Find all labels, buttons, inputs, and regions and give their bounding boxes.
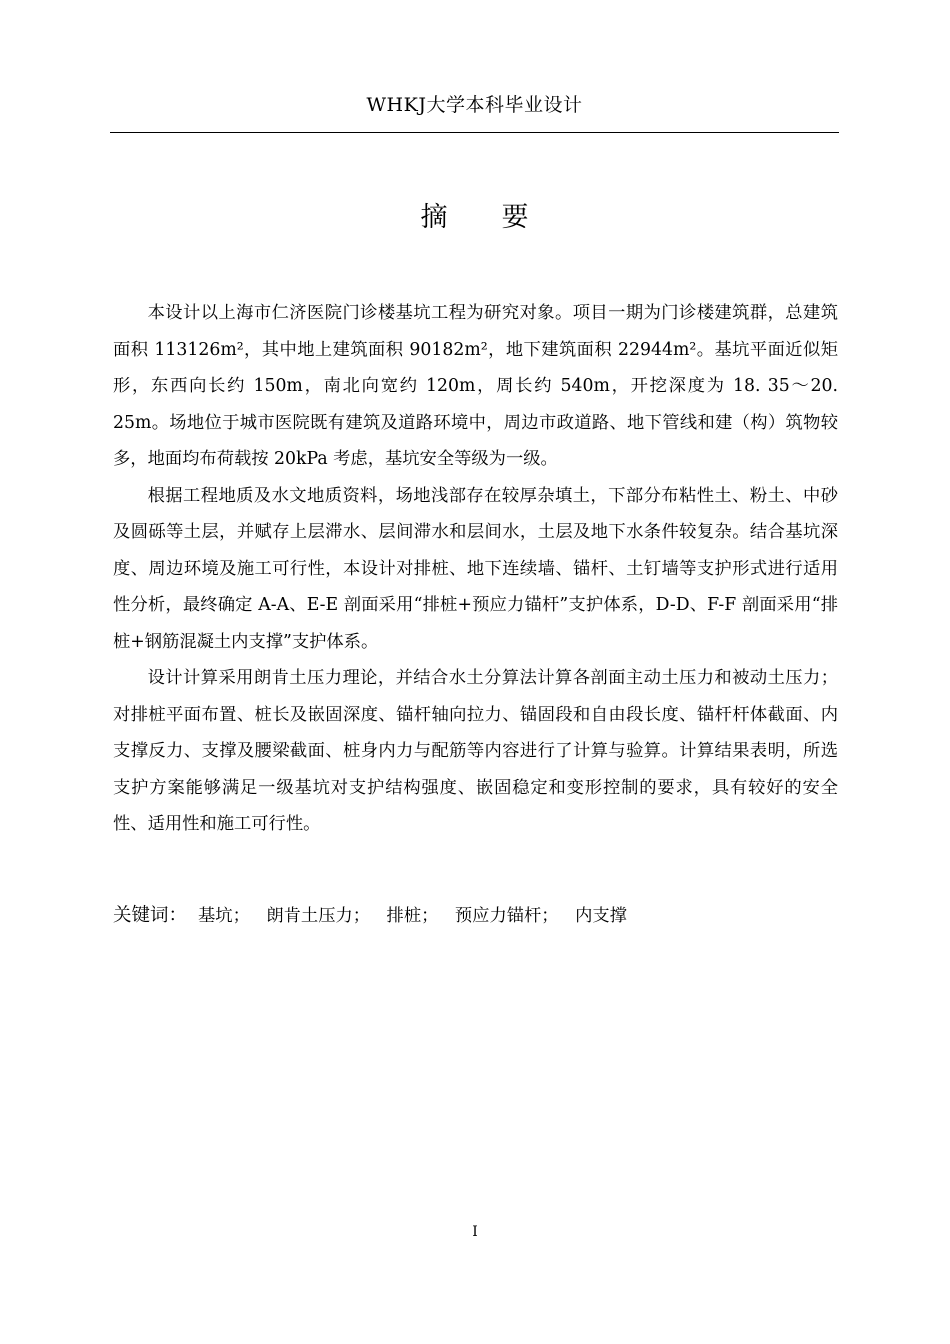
- abstract-body: [113, 295, 838, 843]
- keywords-label: 关键词：: [113, 905, 188, 926]
- header-divider: [110, 132, 839, 133]
- keyword-item: 内支撑: [575, 906, 627, 926]
- page-number: I: [472, 1224, 478, 1240]
- header-title: WHKJ大学本科毕业设计: [366, 94, 583, 116]
- abstract-title: [110, 198, 839, 238]
- keyword-item: 排桩；: [386, 906, 439, 926]
- keyword-item: 朗肯土压力；: [266, 906, 371, 926]
- keyword-item: 基坑；: [198, 906, 250, 926]
- abstract-paragraph-2: 根据工程地质及水文地质资料，场地浅部存在较厚杂填土，下部分布粘性土、粉土、中砂及圆砾等土层，并赋存上层滞水、层间滞水和层间水，土层及地下水条件较复杂。结合基坑深度、周边环境及施工可行性，本设计对排桩、地下连续墙、锚杆、土钉墙等支护形式进行适用性分析，最终确定 A-A、E-E 剖面采用“排桩+预应力锚杆”支护体系，D-D、F-F 剖面采用“排桩+钢筋混凝土内支撑”支护体系。: [113, 485, 838, 652]
- abstract-paragraph-1: 本设计以上海市仁济医院门诊楼基坑工程为研究对象。项目一期为门诊楼建筑群，总建筑面积 113126m²，其中地上建筑面积 90182m²，地下建筑面积 22944m²。基坑平面近似矩形，东西向长约 150m，南北向宽约 120m，周长约 540m，开挖深度为 18. 35～20. 25m。场地位于城市医院既有建筑及道路环境中，周边市政道路、地下管线和建（构）筑物较多，地面均布荷载按 20kPa 考虑，基坑安全等级为一级。: [113, 303, 838, 469]
- abstract-title-part1: 摘: [420, 202, 448, 233]
- abstract-paragraph-3: 设计计算采用朗肯土压力理论，并结合水土分算法计算各剖面主动土压力和被动土压力；对排桩平面布置、桩长及嵌固深度、锚杆轴向拉力、锚固段和自由段长度、锚杆杆体截面、内支撑反力、支撑及腰梁截面、桩身内力与配筋等内容进行了计算与验算。计算结果表明，所选支护方案能够满足一级基坑对支护结构强度、嵌固稳定和变形控制的要求，具有较好的安全性、适用性和施工可行性。: [113, 668, 838, 834]
- abstract-title-part2: 要: [501, 202, 529, 233]
- keywords-line: [113, 899, 838, 933]
- page-header: [110, 92, 839, 118]
- keyword-item: 预应力锚杆；: [454, 906, 559, 926]
